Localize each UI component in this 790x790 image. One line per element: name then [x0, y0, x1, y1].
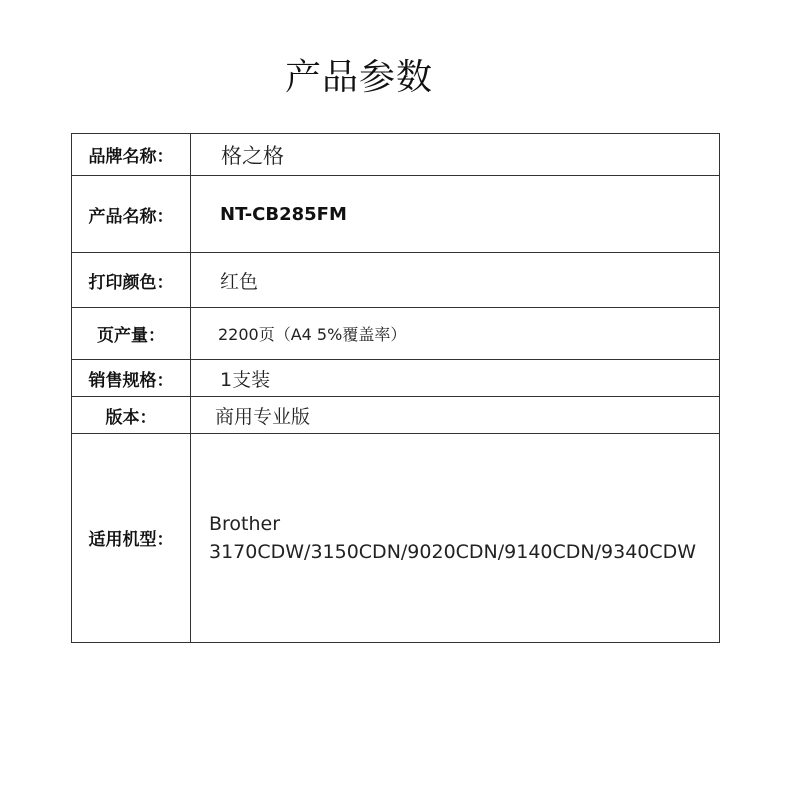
spec-row-brand	[72, 134, 720, 176]
spec-row-print-color	[72, 253, 720, 308]
spec-row-compatible-models	[72, 433, 720, 642]
spec-value-compatible-models	[191, 433, 720, 642]
spec-label-brand: 品牌名称：	[72, 134, 191, 176]
spec-row-sales-unit	[72, 360, 720, 397]
spec-value-edition: 商用专业版	[191, 397, 720, 433]
spec-label-compatible-models: 适用机型：	[72, 433, 191, 642]
compatible-models-brand: Brother	[209, 512, 281, 535]
page-title: 产品参数	[284, 57, 433, 98]
compatible-models-list: 3170CDW/3150CDN/9020CDN/9140CDN/9340CDW	[209, 540, 697, 563]
spec-label-product-name: 产品名称：	[72, 176, 191, 253]
spec-value-product-name: NT-CB285FM	[191, 176, 720, 253]
spec-label-print-color: 打印颜色：	[72, 253, 191, 308]
spec-value-sales-unit: 1支装	[191, 360, 720, 397]
spec-value-page-yield: 2200页（A4 5%覆盖率）	[191, 308, 720, 360]
spec-label-edition: 版本：	[72, 397, 191, 433]
spec-row-product-name	[72, 176, 720, 253]
product-spec-table	[71, 133, 720, 643]
spec-value-print-color: 红色	[191, 253, 720, 308]
spec-label-page-yield: 页产量：	[72, 308, 191, 360]
spec-label-sales-unit: 销售规格：	[72, 360, 191, 397]
spec-value-brand: 格之格	[191, 134, 720, 176]
spec-row-page-yield	[72, 308, 720, 360]
spec-row-edition	[72, 397, 720, 433]
